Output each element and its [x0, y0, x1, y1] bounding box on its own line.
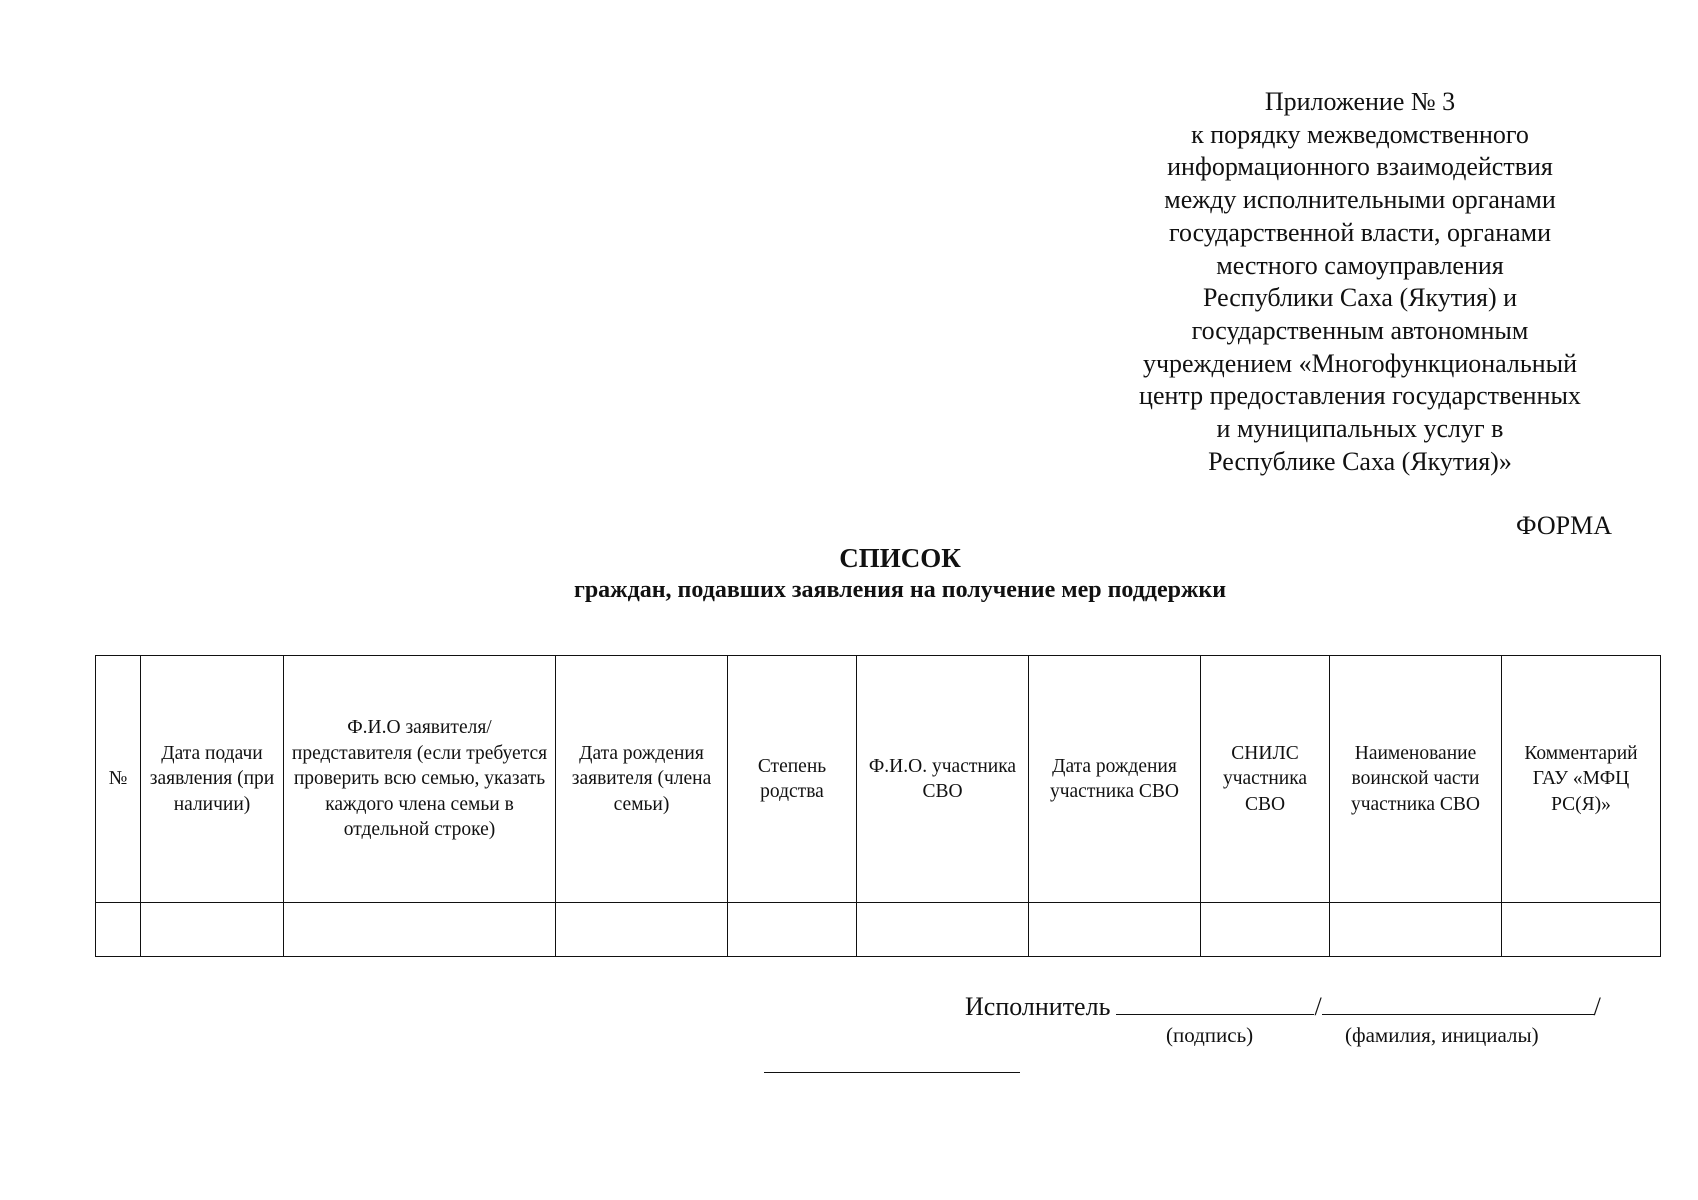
header-number: №	[96, 656, 141, 903]
table-cell[interactable]	[1502, 903, 1661, 957]
appendix-line: информационного взаимодействия	[1167, 152, 1553, 182]
appendix-line: центр предоставления государственных	[1139, 381, 1581, 411]
table-cell[interactable]	[728, 903, 857, 957]
header-applicant-birthdate: Дата рождения заявителя (члена семьи)	[556, 656, 728, 903]
header-kinship: Степень родства	[728, 656, 857, 903]
appendix-line: и муниципальных услуг в	[1216, 414, 1504, 444]
executor-label: Исполнитель	[965, 992, 1111, 1021]
appendix-line: к порядку межведомственного	[1191, 119, 1529, 149]
appendix-line: местного самоуправления	[1216, 250, 1504, 280]
appendix-line: Республике Саха (Якутия)»	[1208, 446, 1512, 476]
title-subtitle: граждан, подавших заявления на получение мер поддержки	[573, 577, 1227, 603]
date-line[interactable]	[764, 1072, 1020, 1073]
table-cell[interactable]	[556, 903, 728, 957]
appendix-line: между исполнительными органами	[1164, 185, 1556, 215]
header-comment: Комментарий ГАУ «МФЦ РС(Я)»	[1502, 656, 1661, 903]
citizens-list-table	[95, 655, 1661, 957]
table-cell[interactable]	[1029, 903, 1201, 957]
header-application-date: Дата подачи заявления (при наличии)	[141, 656, 284, 903]
table-cell[interactable]	[1330, 903, 1502, 957]
slash-separator: /	[1593, 992, 1601, 1021]
appendix-line: государственной власти, органами	[1168, 217, 1552, 247]
table-header-row	[96, 656, 1661, 903]
header-applicant-name: Ф.И.О заявителя/представителя (если требуется проверить всю семью, указать каждого члена семьи в отдельной строке)	[284, 656, 556, 903]
table-cell[interactable]	[96, 903, 141, 957]
table-cell[interactable]	[284, 903, 556, 957]
appendix-line: учреждением «Многофункциональный	[1142, 348, 1578, 378]
name-caption: (фамилия, инициалы)	[1345, 1023, 1539, 1047]
header-participant-name: Ф.И.О. участника СВО	[857, 656, 1029, 903]
table-row	[96, 903, 1661, 957]
signature-caption: (подпись)	[1166, 1023, 1254, 1047]
slash-separator: /	[1314, 992, 1322, 1021]
table-cell[interactable]	[141, 903, 284, 957]
table-cell[interactable]	[1201, 903, 1330, 957]
appendix-line: Республики Саха (Якутия) и	[1202, 283, 1518, 313]
header-snils: СНИЛС участника СВО	[1201, 656, 1330, 903]
name-line[interactable]	[1322, 988, 1594, 1015]
header-participant-birthdate: Дата рождения участника СВО	[1029, 656, 1201, 903]
title-main: СПИСОК	[839, 543, 961, 573]
signature-line[interactable]	[1116, 988, 1314, 1015]
appendix-heading	[1050, 86, 1670, 478]
appendix-line: Приложение № 3	[1264, 87, 1456, 116]
appendix-line: государственным автономным	[1191, 315, 1529, 345]
form-label: ФОРМА	[1516, 511, 1612, 540]
table-cell[interactable]	[857, 903, 1029, 957]
document-title	[400, 542, 1400, 606]
executor-signature	[965, 988, 1601, 1023]
header-military-unit: Наименование воинской части участника СВО	[1330, 656, 1502, 903]
